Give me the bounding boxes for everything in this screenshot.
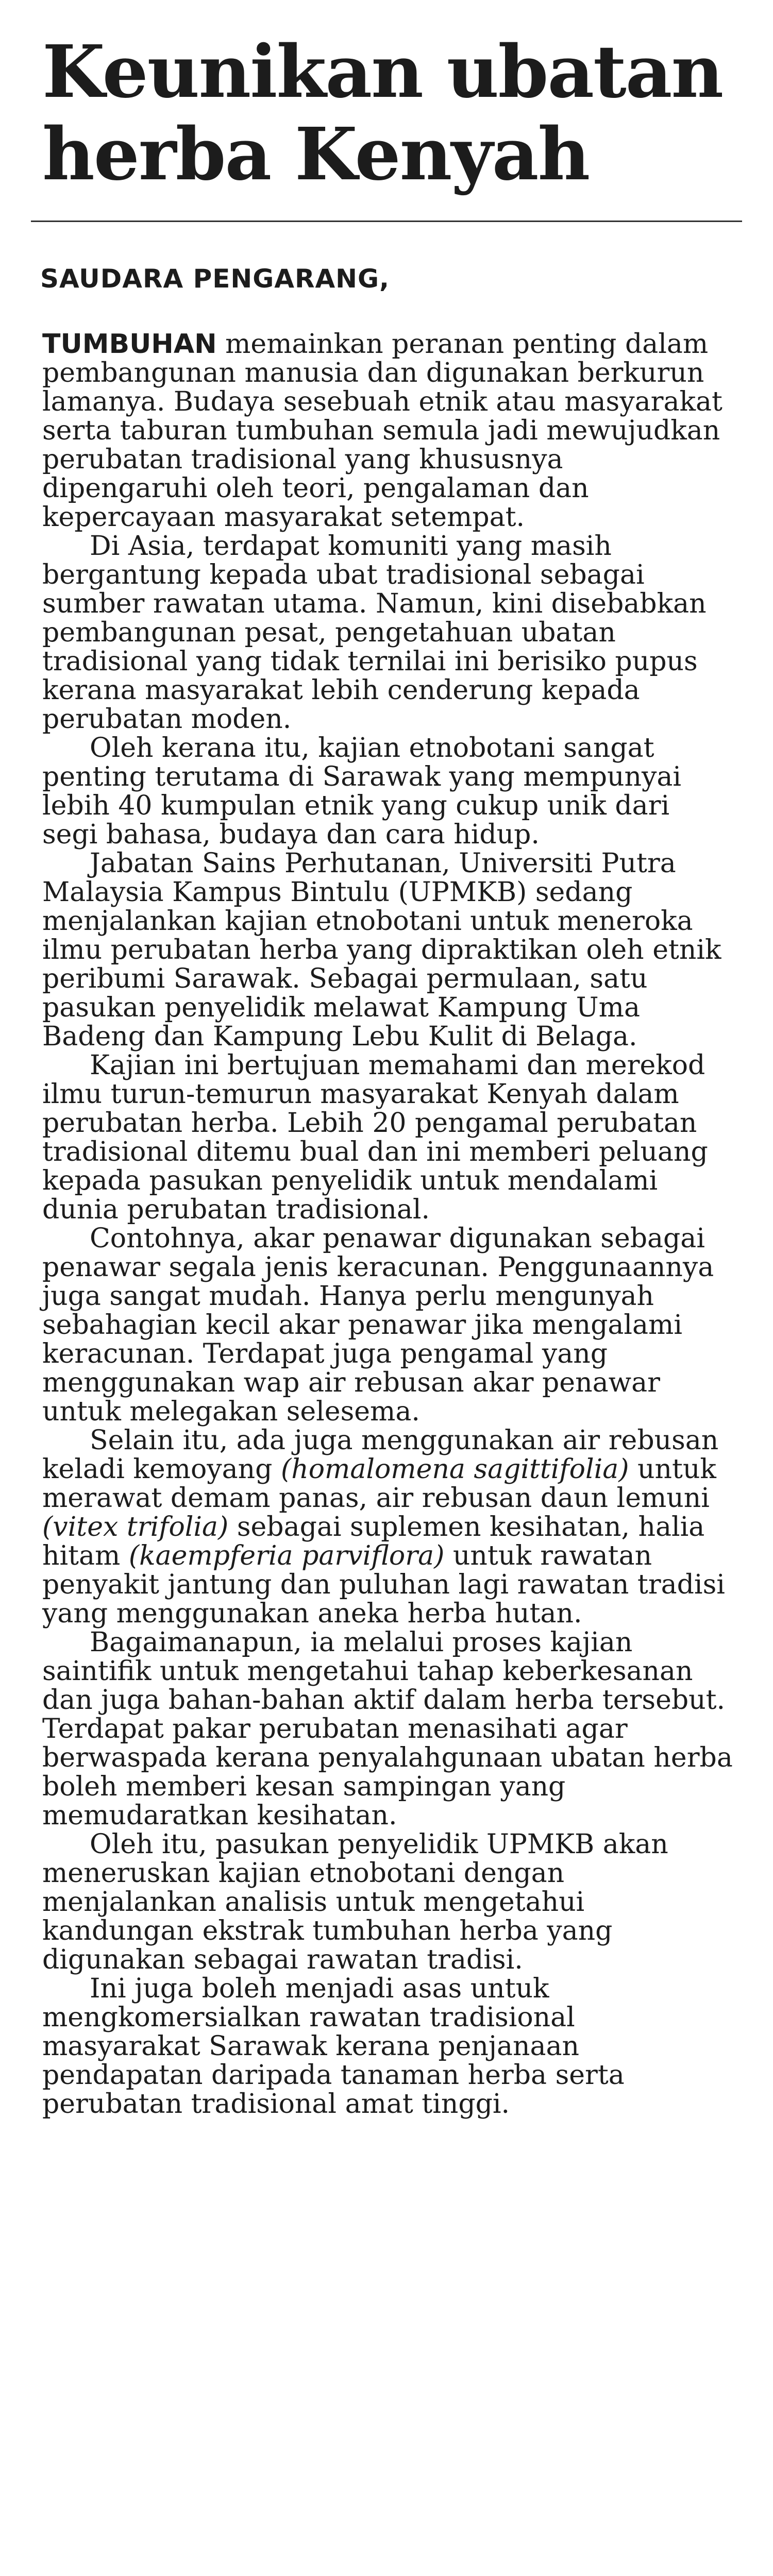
headline [42,31,733,196]
paragraph-3: Oleh kerana itu, kajian etnobotani sangat penting terutama di Sarawak yang mempunyai lebih 40 kumpulan etnik yang cukup unik dari segi bahasa, budaya dan cara hidup. [42,733,681,850]
scientific-name-vitex: (vitex trifolia) [42,1512,229,1543]
paragraph-8: Bagaimanapun, ia melalui proses kajian saintifik untuk mengetahui tahap keberkesanan dan juga bahan-bahan aktif dalam herba tersebut. Terdapat pakar perubatan menasihati agar berwaspada kerana penyalahgunaan ubatan herba boleh memberi kesan sampingan yang memudaratkan kesihatan. [42,1627,733,1831]
scientific-name-homalomena: (homalomena sagittifolia) [280,1454,629,1485]
paragraph-7 [42,1426,733,1628]
headline-line-1: Keunikan ubatan [42,30,723,114]
paragraph-4: Jabatan Sains Perhutanan, Universiti Putra Malaysia Kampus Bintulu (UPMKB) sedang menjalankan kajian etnobotani untuk meneroka ilmu perubatan herba yang dipraktikan oleh etnik peribumi Sarawak. Sebagai permulaan, satu pasukan penyelidik melawat Kampung Uma Badeng dan Kampung Lebu Kulit di Belaga. [42,848,721,1052]
paragraph-1-text: memainkan peranan penting dalam pembangunan manusia dan digunakan berkurun lamanya. Budaya sesebuah etnik atau masyarakat serta taburan tumbuhan semula jadi mewujudkan perubatan tradisional yang khususnya dipengaruhi oleh teori, pengalaman dan kepercayaan masyarakat setempat. [42,329,722,533]
article-body [42,330,733,2119]
headline-divider [31,221,742,222]
headline-line-2: herba Kenyah [42,112,590,197]
paragraph-5: Kajian ini bertujuan memahami dan merekod ilmu turun-temurun masyarakat Kenyah dalam perubatan herba. Lebih 20 pengamal perubatan tradisional ditemu bual dan ini memberi peluang kepada pasukan penyelidik untuk mendalami dunia perubatan tradisional. [42,1050,708,1225]
scientific-name-kaempferia: (kaempferia parviflora) [128,1540,445,1571]
paragraph-7-text-b: untuk merawat demam panas, air rebusan daun lemuni [42,1454,716,1514]
paragraph-2: Di Asia, terdapat komuniti yang masih bergantung kepada ubat tradisional sebagai sumber rawatan utama. Namun, kini disebabkan pembangunan pesat, pengetahuan ubatan tradisional yang tidak ternilai ini berisiko pupus kerana masyarakat lebih cenderung kepada perubatan moden. [42,531,707,735]
paragraph-6: Contohnya, akar penawar digunakan sebagai penawar segala jenis keracunan. Penggunaannya juga sangat mudah. Hanya perlu mengunyah sebahagian kecil akar penawar jika mengalami keracunan. Terdapat juga pengamal yang menggunakan wap air rebusan akar penawar untuk melegakan selesema. [42,1223,714,1427]
paragraph-9: Oleh itu, pasukan penyelidik UPMKB akan meneruskan kajian etnobotani dengan menjalankan analisis untuk mengetahui kandungan ekstrak tumbuhan herba yang digunakan sebagai rawatan tradisi. [42,1829,668,1975]
paragraph-1 [42,330,733,532]
paragraph-7-text-c: sebagai suplemen kesihatan, halia hitam [42,1512,705,1571]
paragraph-10: Ini juga boleh menjadi asas untuk mengkomersialkan rawatan tradisional masyarakat Sarawak kerana penjanaan pendapatan daripada tanaman herba serta perubatan tradisional amat tinggi. [42,1973,625,2120]
paragraph-7-text-d: untuk rawatan penyakit jantung dan puluhan lagi rawatan tradisi yang menggunakan aneka herba hutan. [42,1540,725,1629]
lead-word: TUMBUHAN [42,329,217,360]
paragraph-7-text-a: Selain itu, ada juga menggunakan air rebusan keladi kemoyang [42,1425,719,1485]
salutation: SAUDARA PENGARANG, [40,264,390,294]
